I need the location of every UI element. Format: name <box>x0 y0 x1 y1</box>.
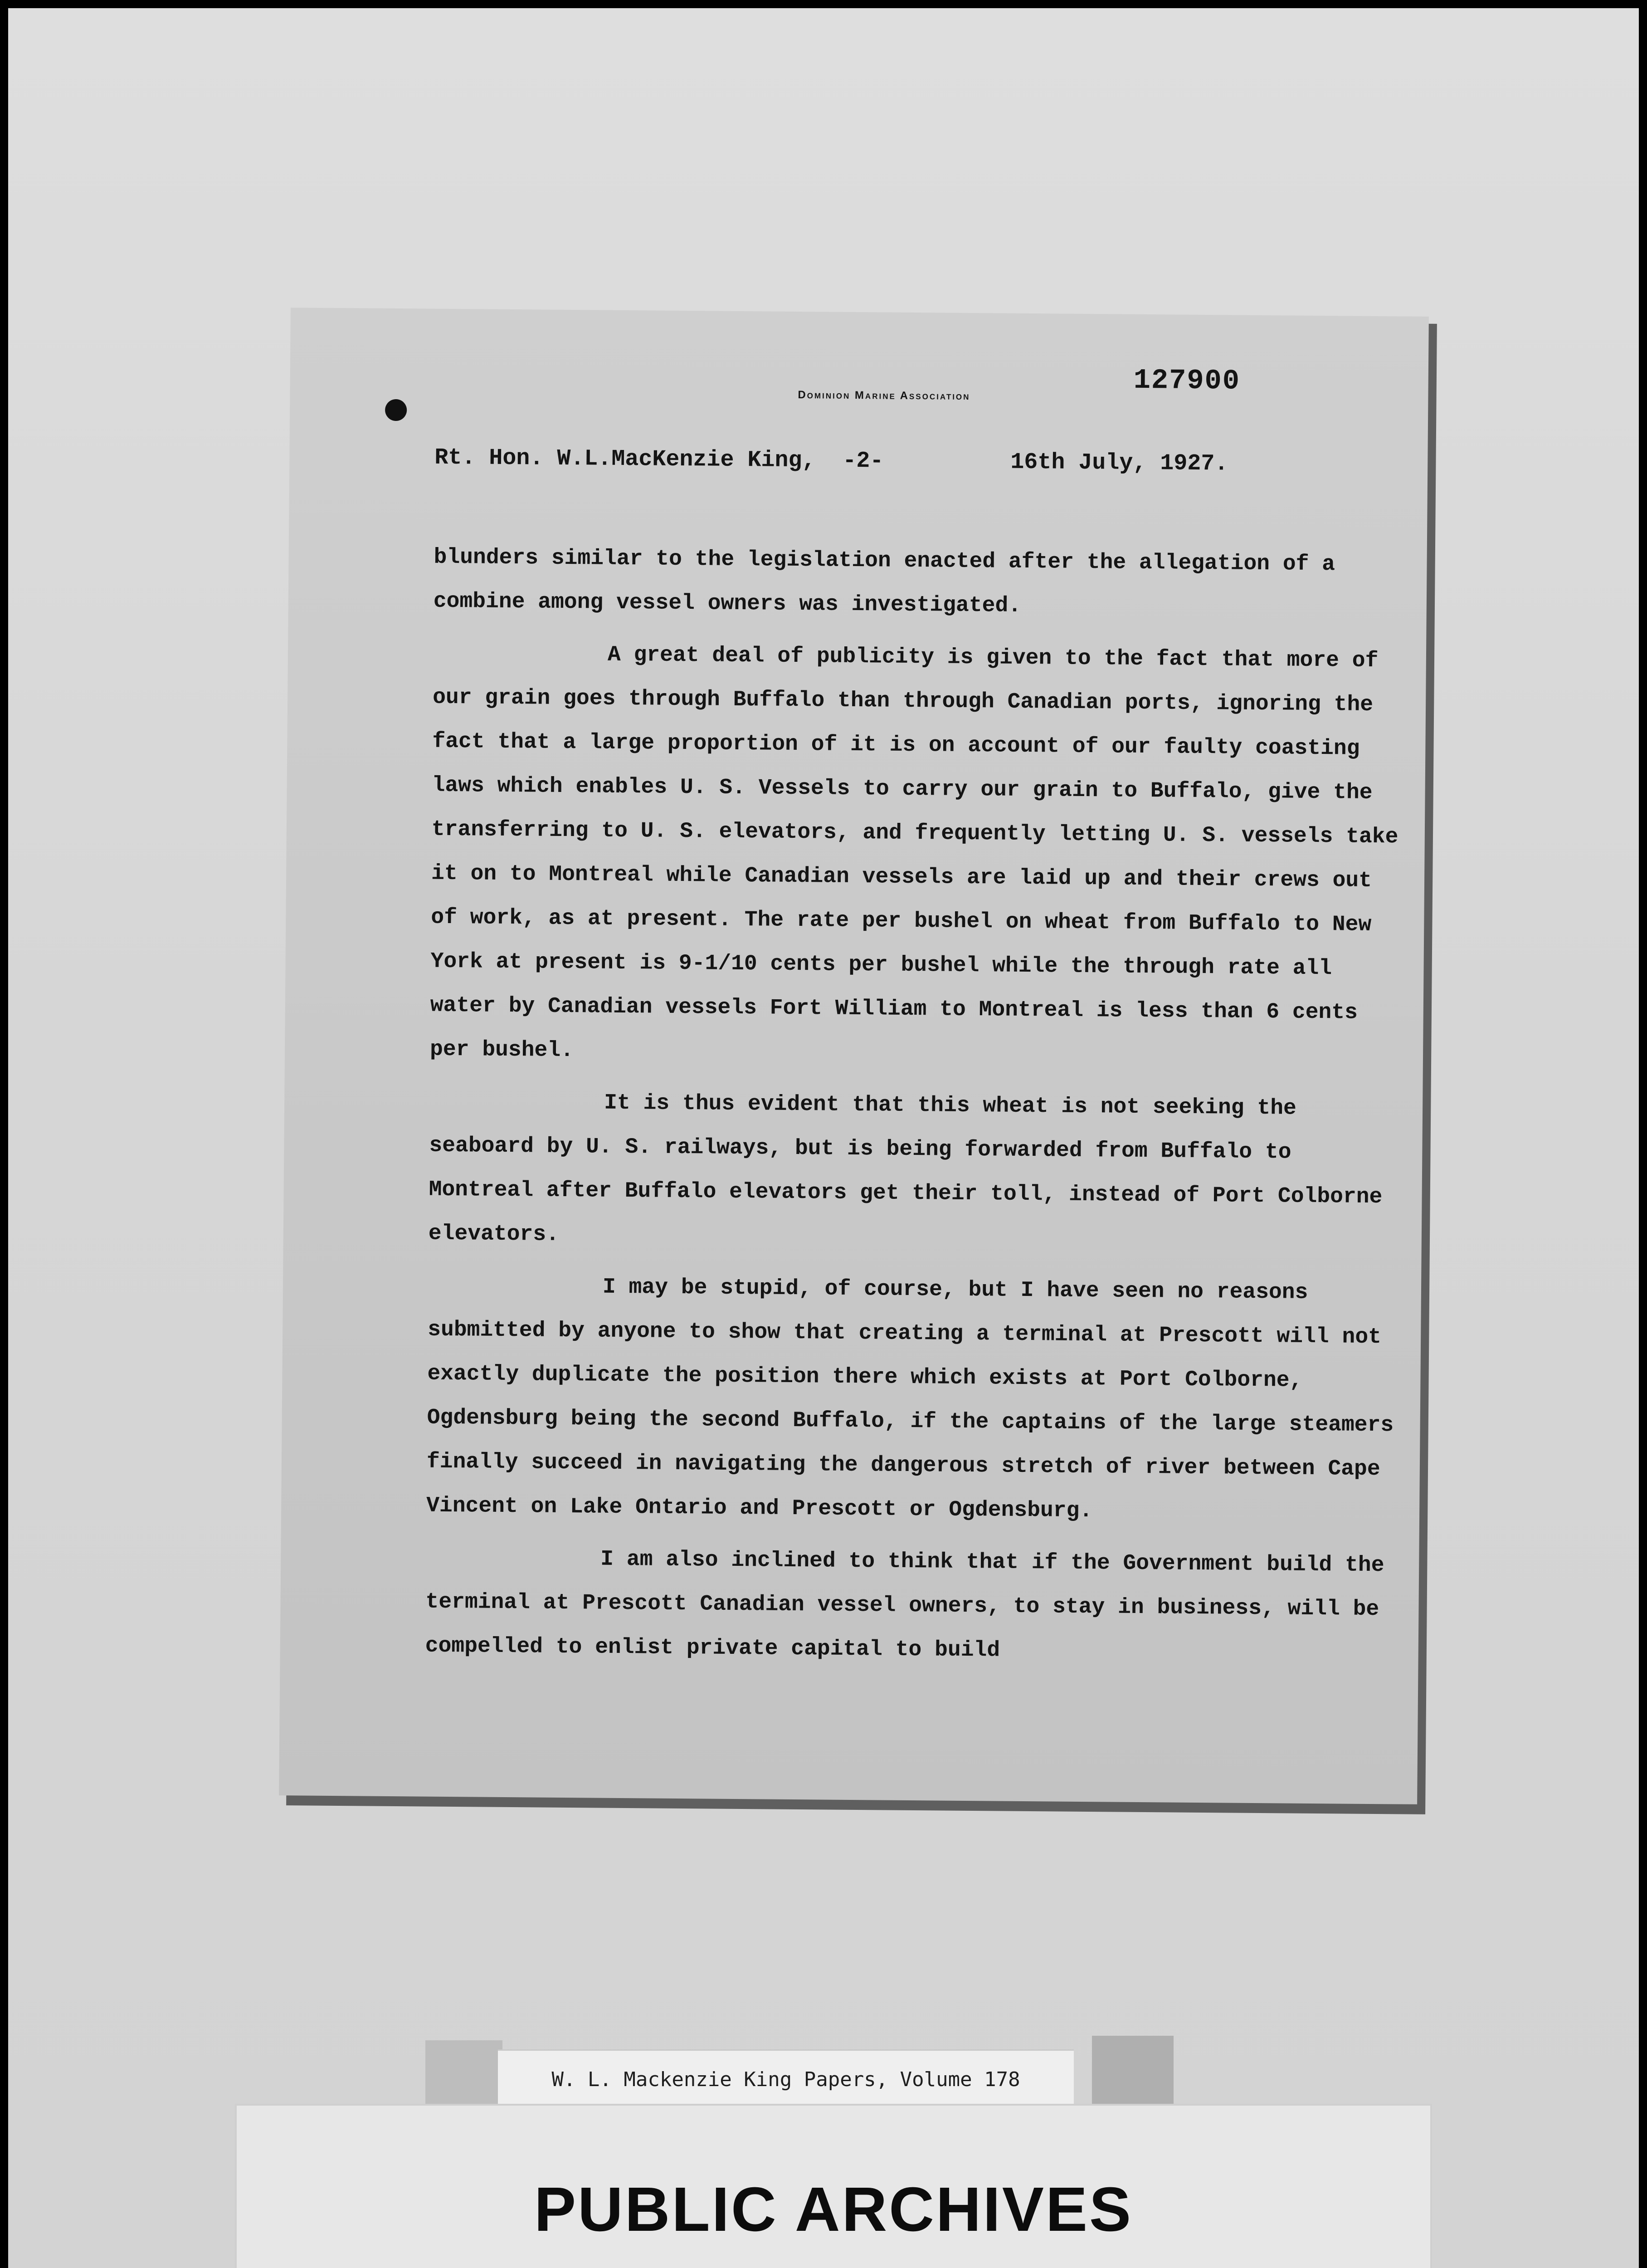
letterhead: Dominion Marine Association <box>798 388 970 402</box>
document-number: 127900 <box>1133 364 1241 397</box>
tape-piece <box>425 2040 502 2108</box>
caption-strip <box>498 2049 1074 2105</box>
letter-body <box>425 536 1412 1684</box>
page-number: -2- <box>843 448 884 474</box>
mount-board <box>8 8 1639 2268</box>
recipient-name: Rt. Hon. W.L.MacKenzie King, <box>434 445 816 474</box>
paragraph: I may be stupid, of course, but I have seen no reasons submitted by anyone to show that creating a terminal at Prescott will not exactly duplicate the position there which exists at Port Colborne, Ogdensburg being the second Buffalo, if the captains of the large steamers finally succeed in navigating the dangerous stretch of river between Cape Vincent on Lake Ontario and Prescott or Ogdensburg. <box>426 1275 1407 1524</box>
letter-page <box>279 308 1429 1804</box>
collection-caption: W. L. Mackenzie King Papers, Volume 178 <box>551 2068 1020 2091</box>
recipient-line <box>434 445 1387 484</box>
paragraph: A great deal of publicity is given to the fact that more of our grain goes through Buffalo than through Canadian ports, ignoring the fact that a large proportion of it is on account of our faulty coasting laws which enables U. S. Vessels to carry our grain to Buffalo, give the transferring to U. S. elevators, and frequently letting U. S. vessels take it on to Montreal while Canadian vessels are laid up and their crews out of work, as at present. The rate per bushel on wheat from Buffalo to New York at present is 9-1/10 cents per bushel while the through rate all water by Canadian vessels Fort William to Montreal is less than 6 cents per bushel. <box>429 642 1412 1063</box>
paragraph: blunders similar to the legislation enacted after the allegation of a combine among vessel owners was investigated. <box>433 545 1349 618</box>
archive-label <box>235 2104 1432 2268</box>
archive-title-english: PUBLIC ARCHIVES <box>534 2175 1133 2244</box>
punch-hole <box>385 399 407 421</box>
tape-piece <box>1092 2036 1174 2108</box>
paragraph: I am also inclined to think that if the Government build the terminal at Prescott Canadian vessel owners, to stay in business, will be compelled to enlist private capital to build <box>425 1547 1398 1663</box>
paragraph: It is thus evident that this wheat is not seeking the seaboard by U. S. railways, but is being forwarded from Buffalo to Montreal after Buffalo elevators get their toll, instead of Port Colborne elevators. <box>428 1090 1396 1247</box>
letter-date: 16th July, 1927. <box>1010 449 1228 477</box>
